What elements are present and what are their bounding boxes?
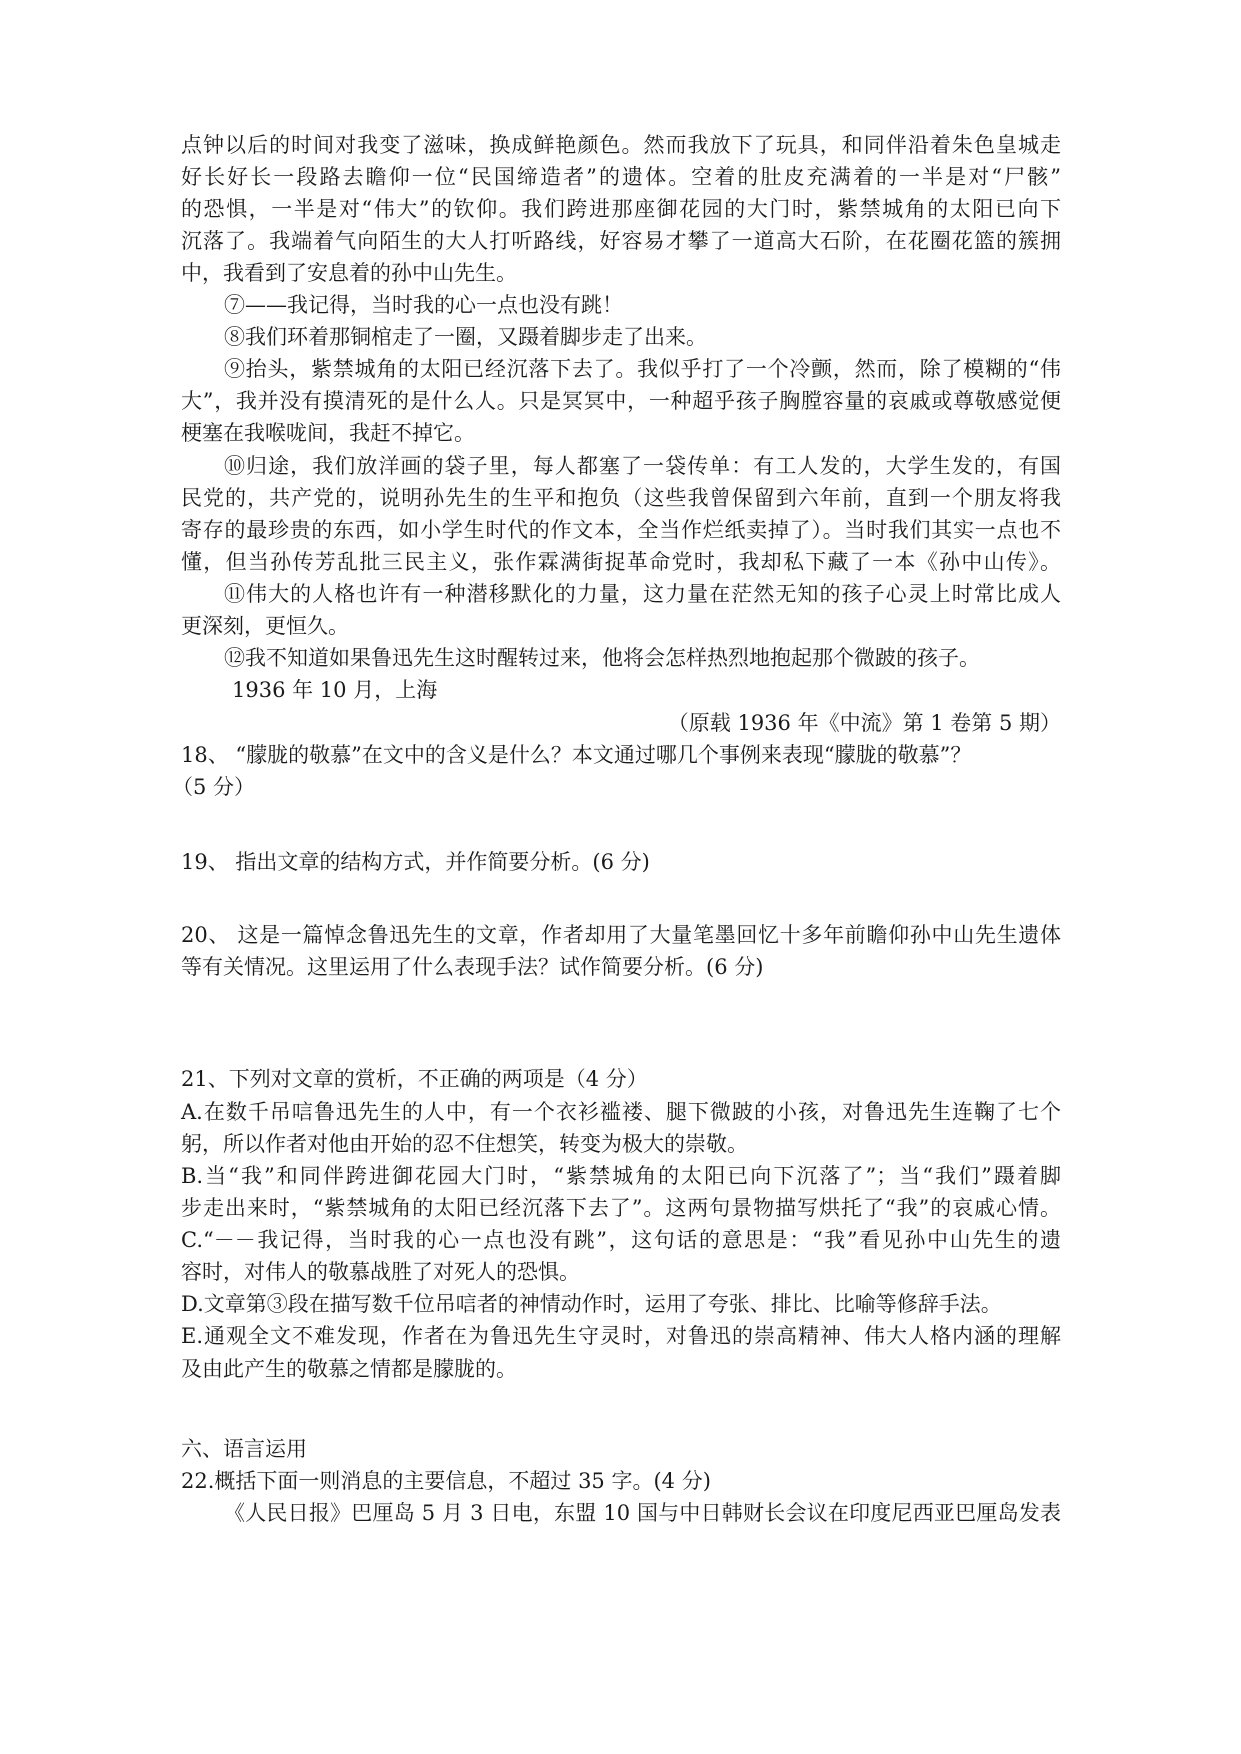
para9-line-2: 大”，我并没有摸清死的是什么人。只是冥冥中，一种超乎孩子胸膛容量的哀戚或尊敬感觉便 [181,389,1061,413]
para12: ⑫我不知道如果鲁迅先生这时醒转过来，他将会怎样热烈地抱起那个微跛的孩子。 [224,646,980,670]
question-20-line-2: 等有关情况。这里运用了什么表现手法？试作简要分析。(6 分) [181,955,764,979]
option-b-line-1: B.当“我”和同伴跨进御花园大门时，“紫禁城角的太阳已向下沉落了”；当“我们”蹑着脚 [181,1164,1061,1188]
option-b-line-2: 步走出来时，“紫禁城角的太阳已经沉落下去了”。这两句景物描写烘托了“我”的哀戚心情。 [181,1196,1061,1220]
date-line: 1936 年 10 月，上海 [232,678,438,702]
para6-line-2: 好长好长一段路去瞻仰一位“民国缔造者”的遗体。空着的肚皮充满着的一半是对“尸骸” [181,165,1061,189]
news-text: 《人民日报》巴厘岛 5 月 3 日电，东盟 10 国与中日韩财长会议在印度尼西亚巴厘岛发表 [224,1501,1061,1525]
para6-line-4: 沉落了。我端着气向陌生的大人打听路线，好容易才攀了一道高大石阶，在花圈花篮的簇拥 [181,229,1061,253]
question-18-line-1: 18、 “朦胧的敬慕”在文中的含义是什么？本文通过哪几个事例来表现“朦胧的敬慕”？ [181,743,972,767]
source-line: （原载 1936 年《中流》第 1 卷第 5 期） [667,711,1061,735]
para10-line-4: 懂，但当孙传芳乱批三民主义，张作霖满街捉革命党时，我却私下藏了一本《孙中山传》。 [181,550,1061,574]
para10-line-3: 寄存的最珍贵的东西，如小学生时代的作文本，全当作烂纸卖掉了）。当时我们其实一点也不 [181,518,1061,542]
option-a-line-2: 躬，所以作者对他由开始的忍不住想笑，转变为极大的崇敬。 [181,1132,748,1156]
para11-line-2: 更深刻，更恒久。 [181,614,349,638]
option-c-line-2: 容时，对伟人的敬慕战胜了对死人的恐惧。 [181,1260,580,1284]
question-18-line-2: （5 分） [172,775,256,799]
para7: ⑦——我记得，当时我的心一点也没有跳！ [224,293,623,317]
para11-line-1: ⑪伟大的人格也许有一种潜移默化的力量，这力量在茫然无知的孩子心灵上时常比成人 [224,582,1061,606]
para10-line-2: 民党的，共产党的，说明孙先生的生平和抱负（这些我曾保留到六年前，直到一个朋友将我 [181,486,1061,510]
section-heading: 六、语言运用 [181,1437,307,1461]
para8: ⑧我们环着那铜棺走了一圈，又蹑着脚步走了出来。 [224,325,707,349]
question-21-stem: 21、下列对文章的赏析，不正确的两项是（4 分） [181,1067,648,1091]
para6-line-5: 中，我看到了安息着的孙中山先生。 [181,261,517,285]
para6-line-3: 的恐惧，一半是对“伟大”的钦仰。我们跨进那座御花园的大门时，紫禁城角的太阳已向下 [181,197,1061,221]
option-e-line-2: 及由此产生的敬慕之情都是朦胧的。 [181,1357,517,1381]
para9-line-1: ⑨抬头，紫禁城角的太阳已经沉落下去了。我似乎打了一个冷颤，然而，除了模糊的“伟 [224,357,1061,381]
para6-line-1: 点钟以后的时间对我变了滋味，换成鲜艳颜色。然而我放下了玩具，和同伴沿着朱色皇城走 [181,133,1061,157]
question-22: 22.概括下面一则消息的主要信息，不超过 35 字。(4 分) [181,1469,711,1493]
para10-line-1: ⑩归途，我们放洋画的袋子里，每人都塞了一袋传单：有工人发的，大学生发的，有国 [224,454,1061,478]
option-a-line-1: A.在数千吊唁鲁迅先生的人中，有一个衣衫褴褛、腿下微跛的小孩，对鲁迅先生连鞠了七个 [181,1100,1061,1124]
para9-line-3: 梗塞在我喉咙间，我赶不掉它。 [181,421,475,445]
option-c-line-1: C.“－－我记得，当时我的心一点也没有跳”，这句话的意思是：“我”看见孙中山先生的遗 [181,1228,1061,1252]
question-19: 19、 指出文章的结构方式，并作简要分析。(6 分) [181,850,650,874]
question-20-line-1: 20、 这是一篇悼念鲁迅先生的文章，作者却用了大量笔墨回忆十多年前瞻仰孙中山先生遗体 [181,923,1061,947]
option-d: D.文章第③段在描写数千位吊唁者的神情动作时，运用了夸张、排比、比喻等修辞手法。 [181,1292,1002,1316]
option-e-line-1: E.通观全文不难发现，作者在为鲁迅先生守灵时，对鲁迅的崇高精神、伟大人格内涵的理解 [181,1324,1061,1348]
